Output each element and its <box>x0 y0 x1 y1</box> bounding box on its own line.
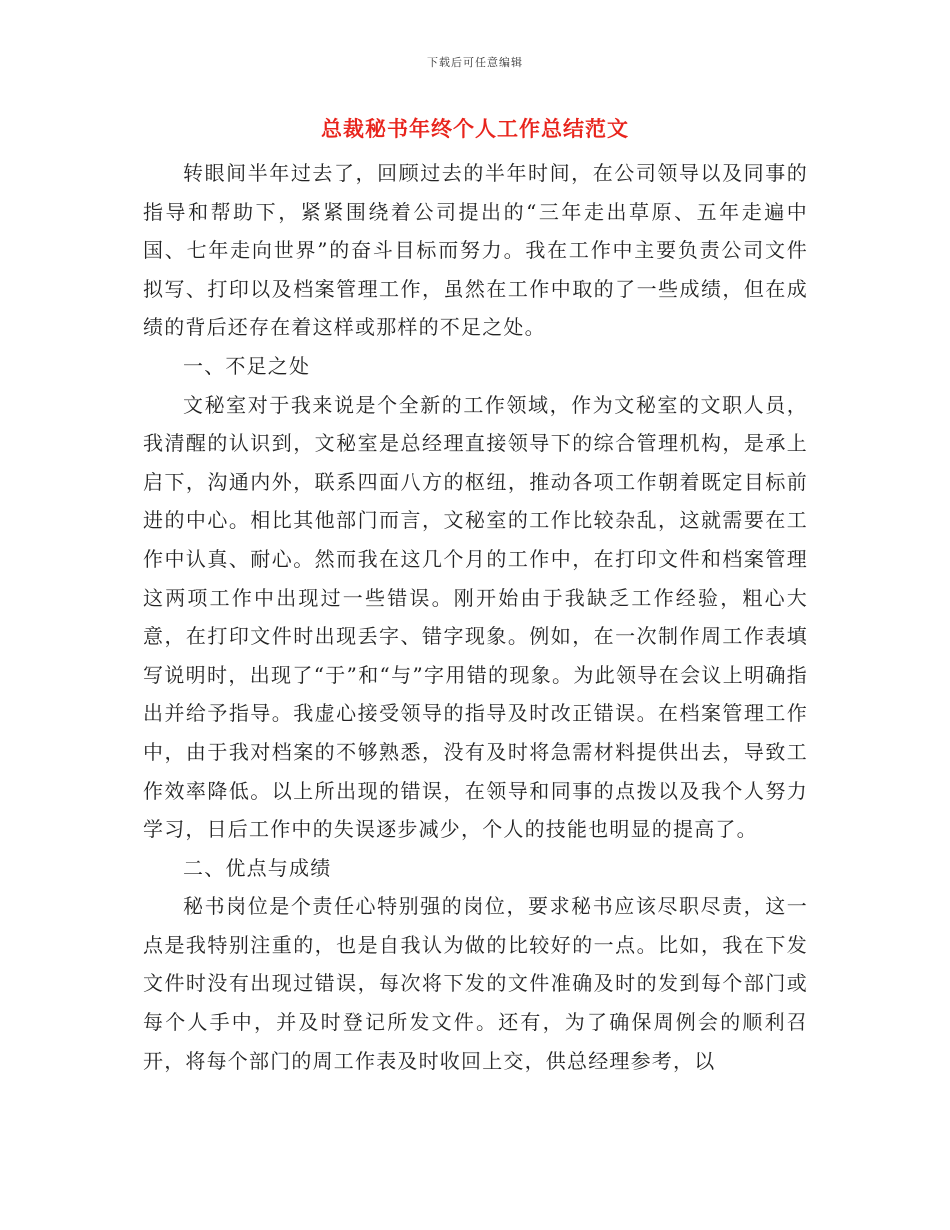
section-heading-shortcomings: 一、不足之处 <box>183 353 311 378</box>
section-heading-achievements: 二、优点与成绩 <box>183 855 332 880</box>
document-body <box>143 154 808 1080</box>
achievements-paragraph: 秘书岗位是个责任心特别强的岗位，要求秘书应该尽职尽责，这一点是我特别注重的，也是自我认为做的比较好的一点。比如，我在下发文件时没有出现过错误，每次将下发的文件准确及时的发到每个部门或每个人手中，并及时登记所发文件。还有，为了确保周例会的顺利召开，将每个部门的周工作表及时收回上交，供总经理参考，以 <box>143 894 808 1073</box>
document-title: 总裁秘书年终个人工作总结范文 <box>321 116 629 141</box>
header-note: 下载后可任意编辑 <box>427 56 523 69</box>
shortcomings-paragraph: 文秘室对于我来说是个全新的工作领域，作为文秘室的文职人员，我清醒的认识到，文秘室是总经理直接领导下的综合管理机构，是承上启下，沟通内外，联系四面八方的枢纽，推动各项工作朝着既定目标前进的中心。相比其他部门而言，文秘室的工作比较杂乱，这就需要在工作中认真、耐心。然而我在这几个月的工作中，在打印文件和档案管理这两项工作中出现过一些错误。刚开始由于我缺乏工作经验，粗心大意，在打印文件时出现丢字、错字现象。例如，在一次制作周工作表填写说明时，出现了“于”和“与”字用错的现象。为此领导在会议上明确指出并给予指导。我虚心接受领导的指导及时改正错误。在档案管理工作中，由于我对档案的不够熟悉，没有及时将急需材料提供出去，导致工作效率降低。以上所出现的错误，在领导和同事的点拨以及我个人努力学习，日后工作中的失误逐步减少，个人的技能也明显的提高了。 <box>143 392 808 842</box>
intro-paragraph: 转眼间半年过去了，回顾过去的半年时间，在公司领导以及同事的指导和帮助下，紧紧围绕着公司提出的“三年走出草原、五年走遍中国、七年走向世界”的奋斗目标而努力。我在工作中主要负责公司文件拟写、打印以及档案管理工作，虽然在工作中取的了一些成绩，但在成绩的背后还存在着这样或那样的不足之处。 <box>143 161 808 340</box>
